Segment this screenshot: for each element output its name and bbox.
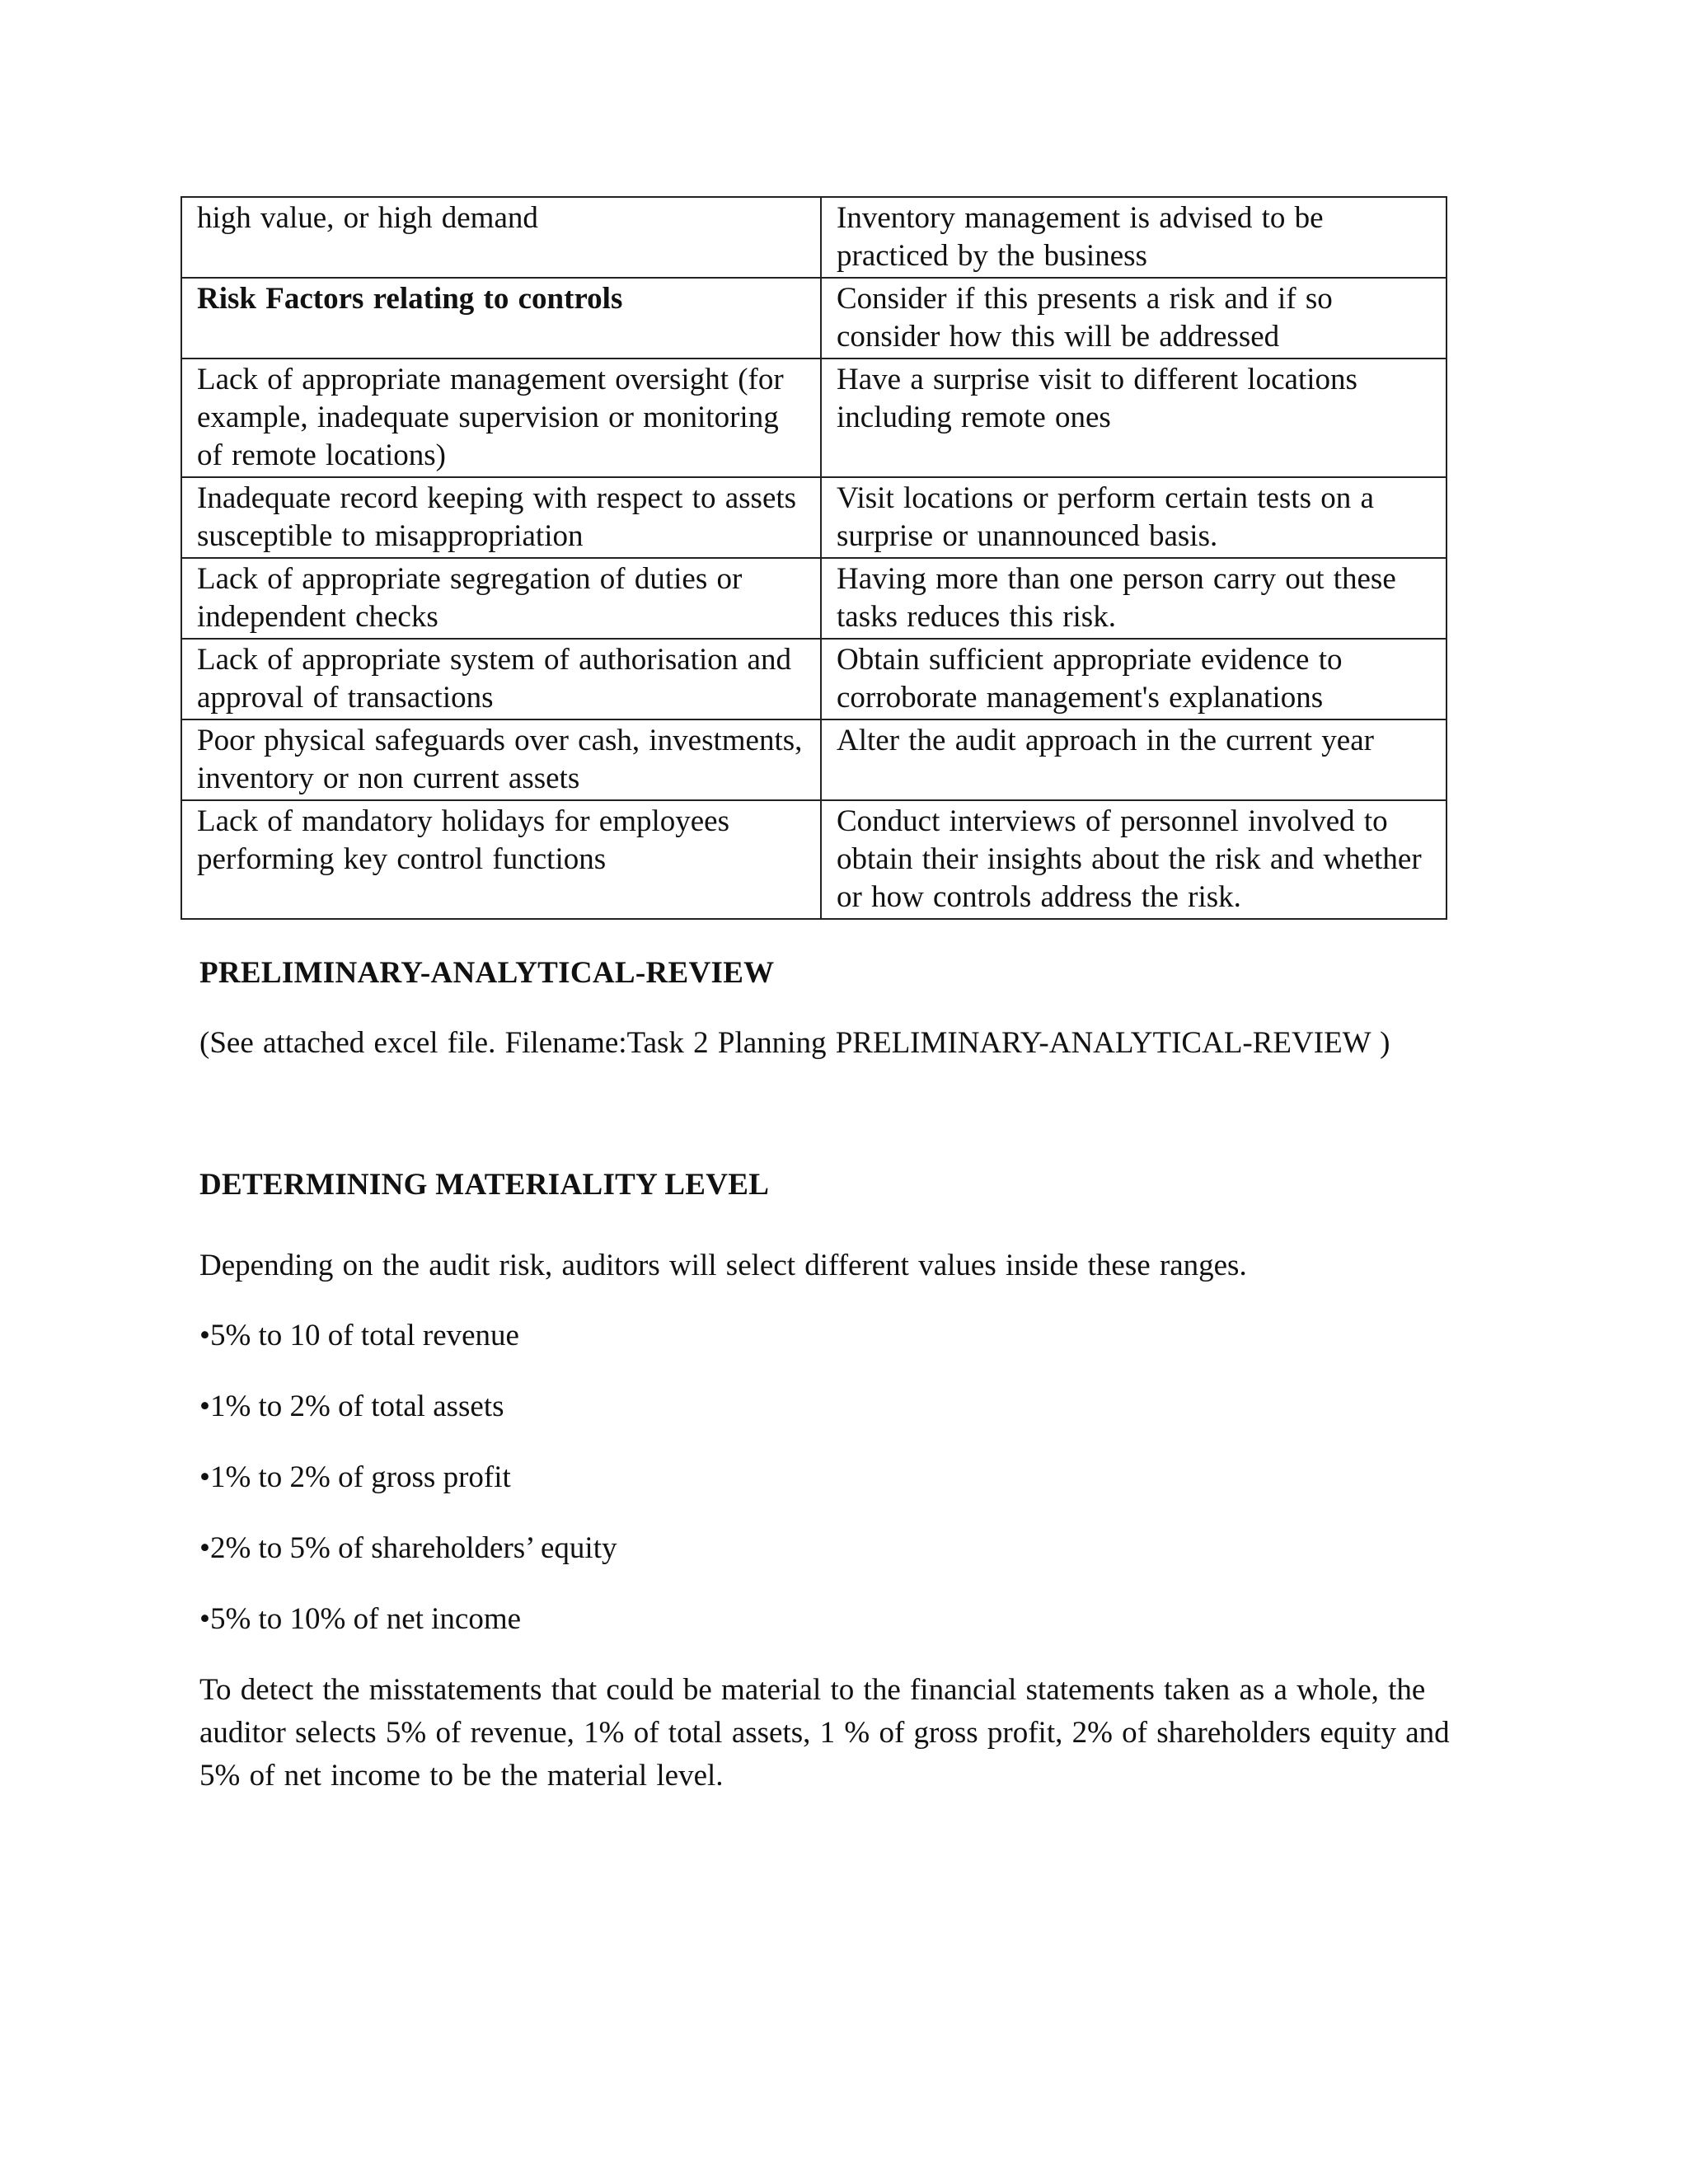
table-row <box>181 278 1447 359</box>
table-cell-risk: Poor physical safeguards over cash, investments, inventory or non current assets <box>181 719 821 800</box>
table-cell-risk: high value, or high demand <box>181 197 821 278</box>
table-section-heading: Risk Factors relating to controls <box>181 278 821 359</box>
table-row <box>181 197 1447 278</box>
table-cell-risk: Lack of appropriate system of authorisation and approval of transactions <box>181 639 821 719</box>
table-cell-response: Conduct interviews of personnel involved to obtain their insights about the risk and whether or how controls address the risk. <box>821 800 1447 919</box>
materiality-conclusion: To detect the misstatements that could be material to the financial statements taken as a whole, the auditor selects 5% of revenue, 1% of total assets, 1 % of gross profit, 2% of shareholders equity and 5% of net income to be the material level. <box>199 1673 1450 1793</box>
list-item: •1% to 2% of gross profit <box>199 1460 511 1494</box>
materiality-heading: DETERMINING MATERIALITY LEVEL <box>199 1168 770 1202</box>
list-item: •1% to 2% of total assets <box>199 1390 504 1423</box>
table-cell-risk: Lack of appropriate management oversight (for example, inadequate supervision or monitoring of remote locations) <box>181 359 821 477</box>
risk-factors-table <box>181 196 1447 920</box>
list-item: •5% to 10 of total revenue <box>199 1319 519 1352</box>
table-cell-risk: Inadequate record keeping with respect to assets susceptible to misappropriation <box>181 477 821 558</box>
table-row <box>181 719 1447 800</box>
preliminary-review-note: (See attached excel file. Filename:Task 2 Planning PRELIMINARY-ANALYTICAL-REVIEW ) <box>199 1026 1390 1060</box>
table-row <box>181 558 1447 639</box>
table-cell-response: Visit locations or perform certain tests on a surprise or unannounced basis. <box>821 477 1447 558</box>
list-item: •2% to 5% of shareholders’ equity <box>199 1531 617 1565</box>
list-item: •5% to 10% of net income <box>199 1602 522 1636</box>
table-cell-risk: Lack of mandatory holidays for employees performing key control functions <box>181 800 821 919</box>
table-cell-response: Having more than one person carry out these tasks reduces this risk. <box>821 558 1447 639</box>
preliminary-review-heading: PRELIMINARY-ANALYTICAL-REVIEW <box>199 956 775 990</box>
materiality-intro: Depending on the audit risk, auditors will select different values inside these ranges. <box>199 1249 1247 1282</box>
table-cell-response: Consider if this presents a risk and if so consider how this will be addressed <box>821 278 1447 359</box>
table-row <box>181 477 1447 558</box>
table-row <box>181 359 1447 477</box>
table-cell-response: Alter the audit approach in the current year <box>821 719 1447 800</box>
table-row <box>181 639 1447 719</box>
table-cell-risk: Lack of appropriate segregation of duties or independent checks <box>181 558 821 639</box>
table-cell-response: Have a surprise visit to different locations including remote ones <box>821 359 1447 477</box>
table-row <box>181 800 1447 919</box>
table-cell-response: Obtain sufficient appropriate evidence to corroborate management's explanations <box>821 639 1447 719</box>
table-cell-response: Inventory management is advised to be practiced by the business <box>821 197 1447 278</box>
